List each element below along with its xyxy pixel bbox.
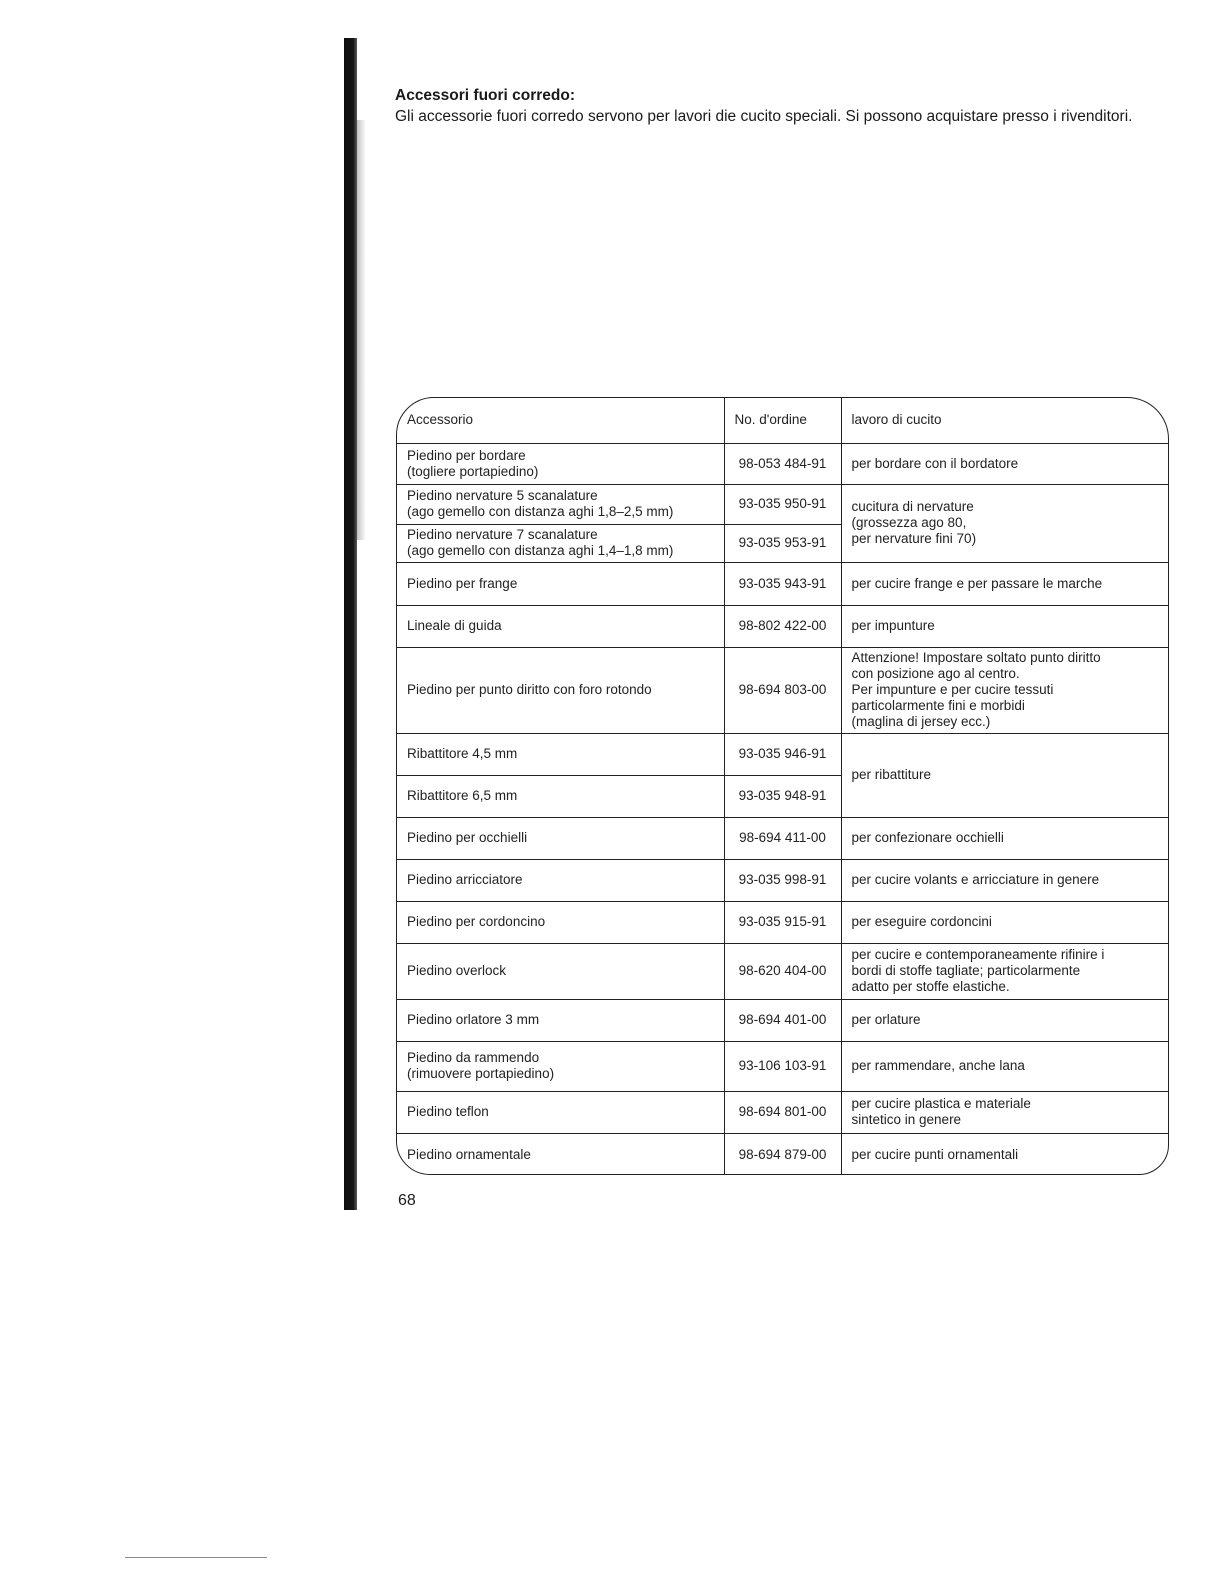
binding-shadow: [357, 120, 366, 540]
table-row: [397, 733, 1168, 775]
cell-accessory: Piedino per occhielli: [397, 817, 724, 859]
cell-accessory: Piedino arricciatore: [397, 859, 724, 901]
cell-work: per rammendare, anche lana: [841, 1041, 1168, 1091]
table-row: [397, 562, 1168, 605]
cell-work: per cucire plastica e materiale sintetico in genere: [841, 1091, 1168, 1133]
cell-order-number: 93-035 948-91: [724, 775, 841, 817]
cell-order-number: 98-802 422-00: [724, 605, 841, 647]
table-header-row: [397, 398, 1168, 443]
table-row: [397, 999, 1168, 1041]
cell-order-number: 98-620 404-00: [724, 943, 841, 999]
cell-accessory: Piedino orlatore 3 mm: [397, 999, 724, 1041]
intro-section: [395, 86, 1135, 127]
cell-accessory: Piedino da rammendo (rimuovere portapiedino): [397, 1041, 724, 1091]
cell-work: per cucire volants e arricciature in genere: [841, 859, 1168, 901]
cell-accessory: Piedino overlock: [397, 943, 724, 999]
cell-order-number: 98-694 803-00: [724, 647, 841, 733]
cell-work: per orlature: [841, 999, 1168, 1041]
cell-order-number: 93-035 943-91: [724, 562, 841, 605]
binding-bar: [344, 38, 357, 1210]
table-row: [397, 1041, 1168, 1091]
cell-work: per bordare con il bordatore: [841, 443, 1168, 484]
cell-order-number: 93-035 950-91: [724, 484, 841, 524]
cell-order-number: 93-035 946-91: [724, 733, 841, 775]
cell-accessory: Piedino nervature 5 scanalature (ago gemello con distanza aghi 1,8–2,5 mm): [397, 484, 724, 524]
header-order-number: No. d'ordine: [724, 398, 841, 443]
cell-order-number: 93-106 103-91: [724, 1041, 841, 1091]
cell-work: per cucire punti ornamentali: [841, 1133, 1168, 1175]
cell-accessory: Piedino nervature 7 scanalature (ago gemello con distanza aghi 1,4–1,8 mm): [397, 524, 724, 562]
cell-order-number: 93-035 953-91: [724, 524, 841, 562]
cell-accessory: Lineale di guida: [397, 605, 724, 647]
page-number: 68: [398, 1192, 416, 1209]
cell-order-number: 98-694 401-00: [724, 999, 841, 1041]
cell-order-number: 98-694 879-00: [724, 1133, 841, 1175]
cell-order-number: 98-053 484-91: [724, 443, 841, 484]
cell-accessory: Piedino per frange: [397, 562, 724, 605]
cell-accessory: Ribattitore 6,5 mm: [397, 775, 724, 817]
table-row: [397, 605, 1168, 647]
cell-work: per eseguire cordoncini: [841, 901, 1168, 943]
header-accessory: Accessorio: [407, 412, 474, 428]
table-row: [397, 443, 1168, 484]
cell-order-number: 93-035 915-91: [724, 901, 841, 943]
cell-accessory: Piedino per cordoncino: [397, 901, 724, 943]
cell-work: per impunture: [841, 605, 1168, 647]
accessories-table-frame: [396, 397, 1169, 1175]
table-row: [397, 647, 1168, 733]
cell-work: per confezionare occhielli: [841, 817, 1168, 859]
table-row: [397, 1091, 1168, 1133]
section-title: Accessori fuori corredo:: [395, 87, 576, 104]
table-row: [397, 484, 1168, 524]
table-row: [397, 943, 1168, 999]
cell-accessory: Ribattitore 4,5 mm: [397, 733, 724, 775]
cell-accessory: Piedino teflon: [397, 1091, 724, 1133]
cell-order-number: 93-035 998-91: [724, 859, 841, 901]
cell-accessory: Piedino per bordare (togliere portapiedino): [397, 443, 724, 484]
table-row: [397, 817, 1168, 859]
cell-order-number: 98-694 801-00: [724, 1091, 841, 1133]
table-row: [397, 1133, 1168, 1175]
table-row: [397, 859, 1168, 901]
table-row: [397, 901, 1168, 943]
cell-work: per cucire frange e per passare le marche: [841, 562, 1168, 605]
cell-accessory: Piedino per punto diritto con foro rotondo: [397, 647, 724, 733]
cell-work: Attenzione! Impostare soltato punto diritto con posizione ago al centro. Per impunture e per cucire tessuti particolarmente fini e morbidi (maglina di jersey ecc.): [841, 647, 1168, 733]
cell-work: per cucire e contemporaneamente rifinire i bordi di stoffe tagliate; particolarmente adatto per stoffe elastiche.: [841, 943, 1168, 999]
accessories-table: [397, 398, 1168, 1175]
header-work: lavoro di cucito: [841, 398, 1168, 443]
cell-work: cucitura di nervature (grossezza ago 80, per nervature fini 70): [841, 484, 1168, 562]
section-text: Gli accessorie fuori corredo servono per lavori die cucito speciali. Si possono acquistare presso i rivenditori.: [395, 108, 1133, 125]
scan-artifact-line: [125, 1557, 267, 1558]
cell-work: per ribattiture: [841, 733, 1168, 817]
cell-order-number: 98-694 411-00: [724, 817, 841, 859]
cell-accessory: Piedino ornamentale: [397, 1133, 724, 1175]
